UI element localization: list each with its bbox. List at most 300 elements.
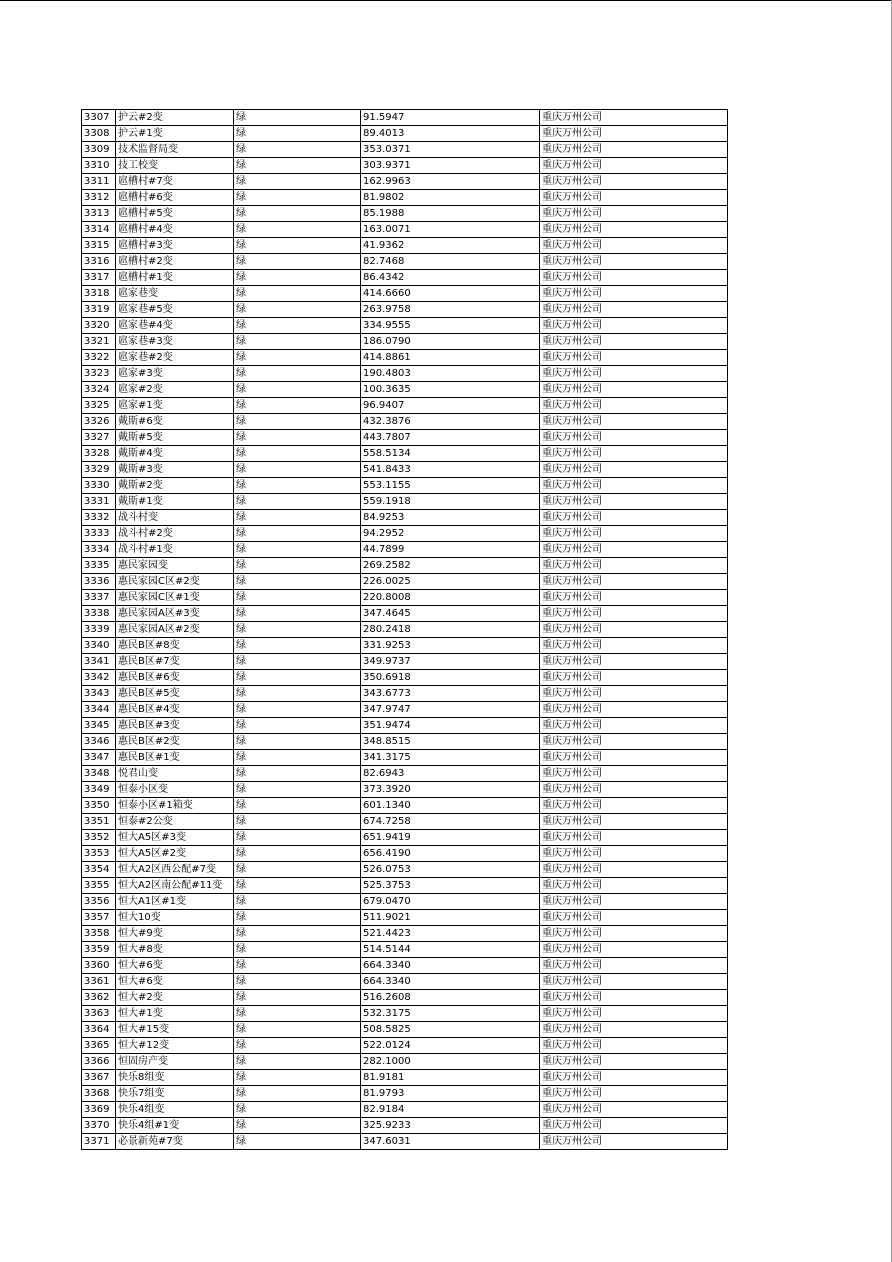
table-row [82, 654, 728, 670]
value-cell: 414.6660 [361, 286, 540, 302]
table-row [82, 414, 728, 430]
status-color-cell: 绿 [234, 590, 361, 606]
table-row [82, 206, 728, 222]
value-cell: 82.6943 [361, 766, 540, 782]
transformer-name-cell: 恒大10变 [116, 910, 234, 926]
transformer-name-cell: 惠民家园A区#2变 [116, 622, 234, 638]
transformer-name-cell: 戴斯#5变 [116, 430, 234, 446]
value-cell: 163.0071 [361, 222, 540, 238]
transformer-name-cell: 悦君山变 [116, 766, 234, 782]
transformer-name-cell: 扈槽村#4变 [116, 222, 234, 238]
table-row [82, 558, 728, 574]
value-cell: 186.0790 [361, 334, 540, 350]
value-cell: 91.5947 [361, 110, 540, 126]
company-cell: 重庆万州公司 [540, 574, 728, 590]
table-row [82, 190, 728, 206]
row-id-cell: 3352 [82, 830, 116, 846]
value-cell: 508.5825 [361, 1022, 540, 1038]
transformer-name-cell: 惠民B区#7变 [116, 654, 234, 670]
status-color-cell: 绿 [234, 622, 361, 638]
row-id-cell: 3317 [82, 270, 116, 286]
table-row [82, 574, 728, 590]
status-color-cell: 绿 [234, 110, 361, 126]
transformer-name-cell: 戴斯#2变 [116, 478, 234, 494]
row-id-cell: 3345 [82, 718, 116, 734]
value-cell: 651.9419 [361, 830, 540, 846]
transformer-name-cell: 惠民家园C区#1变 [116, 590, 234, 606]
row-id-cell: 3321 [82, 334, 116, 350]
company-cell: 重庆万州公司 [540, 254, 728, 270]
row-id-cell: 3336 [82, 574, 116, 590]
status-color-cell: 绿 [234, 766, 361, 782]
transformer-name-cell: 技工校变 [116, 158, 234, 174]
row-id-cell: 3318 [82, 286, 116, 302]
company-cell: 重庆万州公司 [540, 1038, 728, 1054]
company-cell: 重庆万州公司 [540, 910, 728, 926]
transformer-name-cell: 扈家巷#4变 [116, 318, 234, 334]
company-cell: 重庆万州公司 [540, 238, 728, 254]
value-cell: 532.3175 [361, 1006, 540, 1022]
company-cell: 重庆万州公司 [540, 974, 728, 990]
table-row [82, 446, 728, 462]
row-id-cell: 3332 [82, 510, 116, 526]
transformer-name-cell: 扈槽村#5变 [116, 206, 234, 222]
value-cell: 674.7258 [361, 814, 540, 830]
company-cell: 重庆万州公司 [540, 430, 728, 446]
status-color-cell: 绿 [234, 1086, 361, 1102]
transformer-name-cell: 战斗村#1变 [116, 542, 234, 558]
row-id-cell: 3347 [82, 750, 116, 766]
company-cell: 重庆万州公司 [540, 1070, 728, 1086]
status-color-cell: 绿 [234, 142, 361, 158]
status-color-cell: 绿 [234, 574, 361, 590]
table-row [82, 782, 728, 798]
table-row [82, 878, 728, 894]
row-id-cell: 3354 [82, 862, 116, 878]
value-cell: 81.9802 [361, 190, 540, 206]
page-top-rule [0, 0, 892, 1]
row-id-cell: 3319 [82, 302, 116, 318]
company-cell: 重庆万州公司 [540, 798, 728, 814]
value-cell: 414.8861 [361, 350, 540, 366]
row-id-cell: 3316 [82, 254, 116, 270]
status-color-cell: 绿 [234, 1118, 361, 1134]
table-row [82, 846, 728, 862]
status-color-cell: 绿 [234, 718, 361, 734]
table-row [82, 334, 728, 350]
row-id-cell: 3368 [82, 1086, 116, 1102]
status-color-cell: 绿 [234, 1022, 361, 1038]
value-cell: 162.9963 [361, 174, 540, 190]
value-cell: 82.7468 [361, 254, 540, 270]
transformer-name-cell: 恒固房产变 [116, 1054, 234, 1070]
transformer-name-cell: 快乐4组#1变 [116, 1118, 234, 1134]
table-row [82, 1006, 728, 1022]
table-row [82, 238, 728, 254]
status-color-cell: 绿 [234, 446, 361, 462]
value-cell: 559.1918 [361, 494, 540, 510]
value-cell: 514.5144 [361, 942, 540, 958]
company-cell: 重庆万州公司 [540, 814, 728, 830]
transformer-name-cell: 恒大A1区#1变 [116, 894, 234, 910]
value-cell: 348.8515 [361, 734, 540, 750]
transformer-name-cell: 恒泰小区#1箱变 [116, 798, 234, 814]
table-row [82, 430, 728, 446]
table-row [82, 318, 728, 334]
status-color-cell: 绿 [234, 702, 361, 718]
transformer-name-cell: 扈槽村#2变 [116, 254, 234, 270]
company-cell: 重庆万州公司 [540, 1086, 728, 1102]
table-row [82, 798, 728, 814]
company-cell: 重庆万州公司 [540, 270, 728, 286]
value-cell: 432.3876 [361, 414, 540, 430]
company-cell: 重庆万州公司 [540, 334, 728, 350]
company-cell: 重庆万州公司 [540, 622, 728, 638]
row-id-cell: 3326 [82, 414, 116, 430]
row-id-cell: 3328 [82, 446, 116, 462]
value-cell: 516.2608 [361, 990, 540, 1006]
status-color-cell: 绿 [234, 686, 361, 702]
company-cell: 重庆万州公司 [540, 654, 728, 670]
row-id-cell: 3338 [82, 606, 116, 622]
value-cell: 347.9747 [361, 702, 540, 718]
row-id-cell: 3351 [82, 814, 116, 830]
transformer-name-cell: 惠民B区#5变 [116, 686, 234, 702]
status-color-cell: 绿 [234, 670, 361, 686]
row-id-cell: 3363 [82, 1006, 116, 1022]
company-cell: 重庆万州公司 [540, 190, 728, 206]
transformer-name-cell: 戴斯#4变 [116, 446, 234, 462]
row-id-cell: 3333 [82, 526, 116, 542]
table-row [82, 1118, 728, 1134]
company-cell: 重庆万州公司 [540, 1134, 728, 1150]
company-cell: 重庆万州公司 [540, 222, 728, 238]
value-cell: 282.1000 [361, 1054, 540, 1070]
table-row [82, 542, 728, 558]
row-id-cell: 3309 [82, 142, 116, 158]
value-cell: 341.3175 [361, 750, 540, 766]
row-id-cell: 3339 [82, 622, 116, 638]
value-cell: 334.9555 [361, 318, 540, 334]
company-cell: 重庆万州公司 [540, 526, 728, 542]
status-color-cell: 绿 [234, 830, 361, 846]
status-color-cell: 绿 [234, 542, 361, 558]
transformer-name-cell: 恒大#9变 [116, 926, 234, 942]
row-id-cell: 3362 [82, 990, 116, 1006]
company-cell: 重庆万州公司 [540, 1102, 728, 1118]
table-row [82, 686, 728, 702]
value-cell: 100.3635 [361, 382, 540, 398]
row-id-cell: 3346 [82, 734, 116, 750]
status-color-cell: 绿 [234, 1006, 361, 1022]
status-color-cell: 绿 [234, 190, 361, 206]
status-color-cell: 绿 [234, 254, 361, 270]
company-cell: 重庆万州公司 [540, 350, 728, 366]
status-color-cell: 绿 [234, 1038, 361, 1054]
status-color-cell: 绿 [234, 606, 361, 622]
company-cell: 重庆万州公司 [540, 606, 728, 622]
transformer-name-cell: 恒大#15变 [116, 1022, 234, 1038]
transformer-name-cell: 扈家巷#2变 [116, 350, 234, 366]
row-id-cell: 3331 [82, 494, 116, 510]
status-color-cell: 绿 [234, 910, 361, 926]
transformer-name-cell: 快乐8组变 [116, 1070, 234, 1086]
company-cell: 重庆万州公司 [540, 878, 728, 894]
transformer-name-cell: 扈家#3变 [116, 366, 234, 382]
value-cell: 89.4013 [361, 126, 540, 142]
value-cell: 664.3340 [361, 974, 540, 990]
company-cell: 重庆万州公司 [540, 174, 728, 190]
transformer-name-cell: 技术监督局变 [116, 142, 234, 158]
transformer-name-cell: 恒泰#2公变 [116, 814, 234, 830]
row-id-cell: 3344 [82, 702, 116, 718]
row-id-cell: 3370 [82, 1118, 116, 1134]
company-cell: 重庆万州公司 [540, 750, 728, 766]
status-color-cell: 绿 [234, 750, 361, 766]
transformer-name-cell: 恒大A5区#3变 [116, 830, 234, 846]
transformer-name-cell: 战斗村变 [116, 510, 234, 526]
value-cell: 85.1988 [361, 206, 540, 222]
value-cell: 343.6773 [361, 686, 540, 702]
row-id-cell: 3356 [82, 894, 116, 910]
value-cell: 679.0470 [361, 894, 540, 910]
company-cell: 重庆万州公司 [540, 782, 728, 798]
company-cell: 重庆万州公司 [540, 398, 728, 414]
transformer-name-cell: 惠民B区#2变 [116, 734, 234, 750]
value-cell: 350.6918 [361, 670, 540, 686]
status-color-cell: 绿 [234, 1070, 361, 1086]
company-cell: 重庆万州公司 [540, 926, 728, 942]
value-cell: 351.9474 [361, 718, 540, 734]
company-cell: 重庆万州公司 [540, 110, 728, 126]
table-row [82, 174, 728, 190]
status-color-cell: 绿 [234, 382, 361, 398]
table-row [82, 894, 728, 910]
company-cell: 重庆万州公司 [540, 766, 728, 782]
table-row [82, 1134, 728, 1150]
company-cell: 重庆万州公司 [540, 734, 728, 750]
table-row [82, 590, 728, 606]
row-id-cell: 3365 [82, 1038, 116, 1054]
transformer-name-cell: 扈槽村#7变 [116, 174, 234, 190]
value-cell: 526.0753 [361, 862, 540, 878]
table-row [82, 958, 728, 974]
status-color-cell: 绿 [234, 318, 361, 334]
transformer-name-cell: 惠民B区#4变 [116, 702, 234, 718]
table-row [82, 398, 728, 414]
status-color-cell: 绿 [234, 206, 361, 222]
status-color-cell: 绿 [234, 478, 361, 494]
company-cell: 重庆万州公司 [540, 382, 728, 398]
status-color-cell: 绿 [234, 894, 361, 910]
table-row [82, 494, 728, 510]
row-id-cell: 3320 [82, 318, 116, 334]
table-row [82, 766, 728, 782]
status-color-cell: 绿 [234, 782, 361, 798]
value-cell: 664.3340 [361, 958, 540, 974]
row-id-cell: 3342 [82, 670, 116, 686]
transformer-name-cell: 扈家巷#5变 [116, 302, 234, 318]
row-id-cell: 3315 [82, 238, 116, 254]
company-cell: 重庆万州公司 [540, 1054, 728, 1070]
status-color-cell: 绿 [234, 430, 361, 446]
table-row [82, 366, 728, 382]
company-cell: 重庆万州公司 [540, 686, 728, 702]
transformer-name-cell: 护云#2变 [116, 110, 234, 126]
company-cell: 重庆万州公司 [540, 830, 728, 846]
row-id-cell: 3312 [82, 190, 116, 206]
company-cell: 重庆万州公司 [540, 478, 728, 494]
row-id-cell: 3337 [82, 590, 116, 606]
table-row [82, 478, 728, 494]
row-id-cell: 3369 [82, 1102, 116, 1118]
status-color-cell: 绿 [234, 494, 361, 510]
company-cell: 重庆万州公司 [540, 702, 728, 718]
status-color-cell: 绿 [234, 798, 361, 814]
row-id-cell: 3359 [82, 942, 116, 958]
value-cell: 541.8433 [361, 462, 540, 478]
table-row [82, 1038, 728, 1054]
table-row [82, 158, 728, 174]
status-color-cell: 绿 [234, 862, 361, 878]
table-row [82, 718, 728, 734]
transformer-name-cell: 恒大A2区南公配#11变 [116, 878, 234, 894]
transformer-name-cell: 恒大#1变 [116, 1006, 234, 1022]
status-color-cell: 绿 [234, 174, 361, 190]
company-cell: 重庆万州公司 [540, 1022, 728, 1038]
status-color-cell: 绿 [234, 126, 361, 142]
row-id-cell: 3308 [82, 126, 116, 142]
value-cell: 656.4190 [361, 846, 540, 862]
status-color-cell: 绿 [234, 1102, 361, 1118]
status-color-cell: 绿 [234, 1134, 361, 1150]
value-cell: 373.3920 [361, 782, 540, 798]
value-cell: 325.9233 [361, 1118, 540, 1134]
status-color-cell: 绿 [234, 958, 361, 974]
transformer-name-cell: 惠民B区#3变 [116, 718, 234, 734]
status-color-cell: 绿 [234, 350, 361, 366]
value-cell: 353.0371 [361, 142, 540, 158]
row-id-cell: 3357 [82, 910, 116, 926]
table-row [82, 990, 728, 1006]
table-row [82, 750, 728, 766]
transformer-name-cell: 恒大#6变 [116, 958, 234, 974]
row-id-cell: 3341 [82, 654, 116, 670]
value-cell: 521.4423 [361, 926, 540, 942]
transformer-name-cell: 惠民B区#1变 [116, 750, 234, 766]
table-row [82, 814, 728, 830]
status-color-cell: 绿 [234, 510, 361, 526]
status-color-cell: 绿 [234, 238, 361, 254]
status-color-cell: 绿 [234, 158, 361, 174]
row-id-cell: 3343 [82, 686, 116, 702]
company-cell: 重庆万州公司 [540, 590, 728, 606]
status-color-cell: 绿 [234, 270, 361, 286]
status-color-cell: 绿 [234, 334, 361, 350]
company-cell: 重庆万州公司 [540, 206, 728, 222]
status-color-cell: 绿 [234, 974, 361, 990]
company-cell: 重庆万州公司 [540, 558, 728, 574]
row-id-cell: 3330 [82, 478, 116, 494]
status-color-cell: 绿 [234, 526, 361, 542]
table-row [82, 702, 728, 718]
transformer-name-cell: 恒大#8变 [116, 942, 234, 958]
transformer-name-cell: 护云#1变 [116, 126, 234, 142]
value-cell: 81.9793 [361, 1086, 540, 1102]
status-color-cell: 绿 [234, 878, 361, 894]
value-cell: 81.9181 [361, 1070, 540, 1086]
row-id-cell: 3353 [82, 846, 116, 862]
transformer-name-cell: 快乐4组变 [116, 1102, 234, 1118]
table-row [82, 638, 728, 654]
transformer-name-cell: 惠民B区#6变 [116, 670, 234, 686]
row-id-cell: 3350 [82, 798, 116, 814]
row-id-cell: 3307 [82, 110, 116, 126]
status-color-cell: 绿 [234, 734, 361, 750]
table-row [82, 1086, 728, 1102]
transformer-name-cell: 戴斯#3变 [116, 462, 234, 478]
row-id-cell: 3334 [82, 542, 116, 558]
transformer-table [81, 109, 728, 1150]
row-id-cell: 3313 [82, 206, 116, 222]
row-id-cell: 3325 [82, 398, 116, 414]
row-id-cell: 3311 [82, 174, 116, 190]
company-cell: 重庆万州公司 [540, 462, 728, 478]
value-cell: 82.9184 [361, 1102, 540, 1118]
table-row [82, 526, 728, 542]
table-row [82, 1022, 728, 1038]
company-cell: 重庆万州公司 [540, 414, 728, 430]
status-color-cell: 绿 [234, 638, 361, 654]
transformer-name-cell: 扈家巷#3变 [116, 334, 234, 350]
table-row [82, 302, 728, 318]
table-row [82, 830, 728, 846]
company-cell: 重庆万州公司 [540, 366, 728, 382]
value-cell: 84.9253 [361, 510, 540, 526]
company-cell: 重庆万州公司 [540, 942, 728, 958]
row-id-cell: 3329 [82, 462, 116, 478]
value-cell: 349.9737 [361, 654, 540, 670]
row-id-cell: 3335 [82, 558, 116, 574]
row-id-cell: 3322 [82, 350, 116, 366]
value-cell: 522.0124 [361, 1038, 540, 1054]
status-color-cell: 绿 [234, 990, 361, 1006]
value-cell: 303.9371 [361, 158, 540, 174]
table-row [82, 862, 728, 878]
transformer-name-cell: 扈槽村#3变 [116, 238, 234, 254]
transformer-name-cell: 恒泰小区变 [116, 782, 234, 798]
row-id-cell: 3360 [82, 958, 116, 974]
transformer-name-cell: 惠民B区#8变 [116, 638, 234, 654]
status-color-cell: 绿 [234, 846, 361, 862]
company-cell: 重庆万州公司 [540, 318, 728, 334]
value-cell: 220.8008 [361, 590, 540, 606]
company-cell: 重庆万州公司 [540, 494, 728, 510]
transformer-name-cell: 扈家巷变 [116, 286, 234, 302]
company-cell: 重庆万州公司 [540, 542, 728, 558]
table-row [82, 110, 728, 126]
transformer-name-cell: 惠民家园C区#2变 [116, 574, 234, 590]
value-cell: 94.2952 [361, 526, 540, 542]
company-cell: 重庆万州公司 [540, 126, 728, 142]
transformer-name-cell: 惠民家园A区#3变 [116, 606, 234, 622]
row-id-cell: 3367 [82, 1070, 116, 1086]
value-cell: 601.1340 [361, 798, 540, 814]
company-cell: 重庆万州公司 [540, 286, 728, 302]
status-color-cell: 绿 [234, 814, 361, 830]
transformer-name-cell: 扈家#2变 [116, 382, 234, 398]
row-id-cell: 3366 [82, 1054, 116, 1070]
